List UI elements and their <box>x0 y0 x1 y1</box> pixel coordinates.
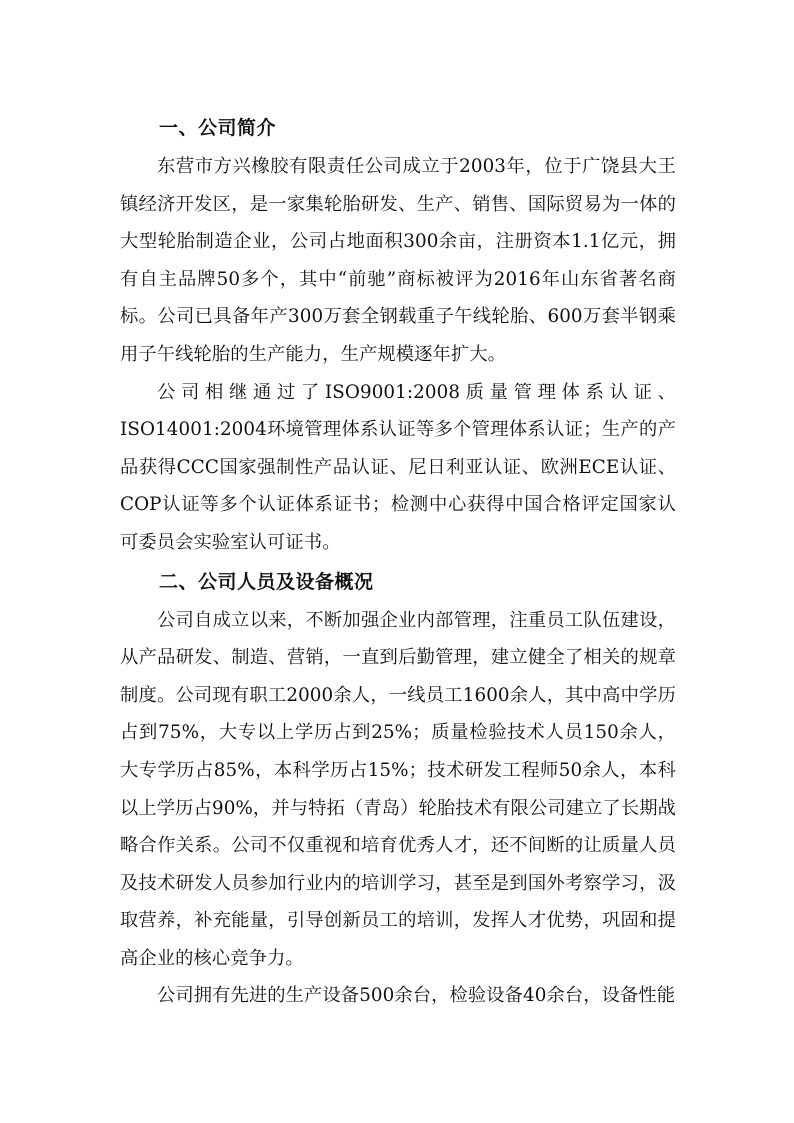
paragraph-certifications: 公司相继通过了ISO9001:2008质量管理体系认证、ISO14001:2004环境管理体系认证等多个管理体系认证；生产的产品获得CCC国家强制性产品认证、尼日利亚认证、欧洲ECE认证、COP认证等多个认证体系证书；检测中心获得中国合格评定国家认可委员会实验室认可证书。 <box>120 381 676 553</box>
paragraph-personnel: 公司自成立以来，不断加强企业内部管理，注重员工队伍建设，从产品研发、制造、营销，一直到后勤管理，建立健全了相关的规章制度。公司现有职工2000余人，一线员工1600余人，其中高中学历占到75%，大专以上学历占到25%；质量检验技术人员150余人，大专学历占85%，本科学历占15%；技术研发工程师50余人，本科以上学历占90%，并与特拓（青岛）轮胎技术有限公司建立了长期战略合作关系。公司不仅重视和培育优秀人才，还不间断的让质量人员及技术研发人员参加行业内的培训学习，甚至是到国外考察学习，汲取营养，补充能量，引导创新员工的培训，发挥人才优势，巩固和提高企业的核心竞争力。 <box>120 609 676 969</box>
section-heading-company-profile: 一、公司简介 <box>159 117 277 139</box>
paragraph-company-overview: 东营市方兴橡胶有限责任公司成立于2003年，位于广饶县大王镇经济开发区，是一家集轮胎研发、生产、销售、国际贸易为一体的大型轮胎制造企业，公司占地面积300余亩，注册资本1.1亿元，拥有自主品牌50多个，其中“前驰”商标被评为2016年山东省著名商标。公司已具备年产300万套全钢载重子午线轮胎、600万套半钢乘用子午线轮胎的生产能力，生产规模逐年扩大。 <box>120 156 676 365</box>
document-body <box>120 108 676 1015</box>
section-heading-personnel-equipment: 二、公司人员及设备概况 <box>159 570 374 593</box>
paragraph-equipment: 公司拥有先进的生产设备500余台，检验设备40余台，设备性能 <box>157 985 676 1007</box>
